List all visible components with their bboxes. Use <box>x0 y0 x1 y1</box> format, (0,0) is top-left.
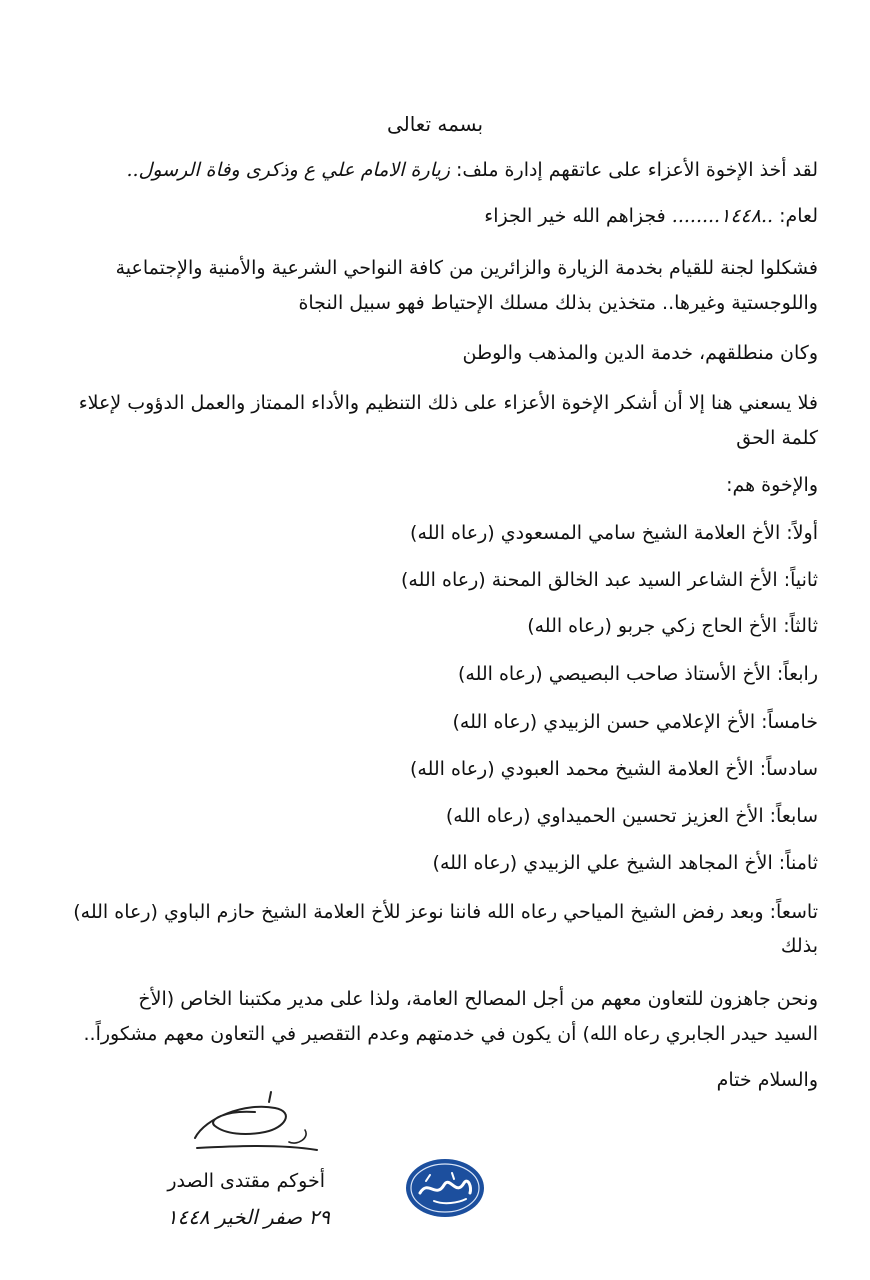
signoff-date: ٢٩ صفر الخير ١٤٤٨ <box>166 1205 330 1229</box>
closing-line-1: ونحن جاهزون للتعاون معهم من أجل المصالح العامة، ولذا على مدير مكتبنا الخاص (الأخ <box>138 988 818 1010</box>
brothers-intro: والإخوة هم: <box>726 474 818 496</box>
closing-line-2: السيد حيدر الجابري رعاه الله) أن يكون في خدمتهم وعدم التقصير في التعاون معهم مشكوراً.. <box>83 1023 818 1045</box>
year-handwritten: ..١٤٤٨........ <box>671 205 774 227</box>
paragraph-3-line-2: كلمة الحق <box>736 427 818 449</box>
signature-icon <box>185 1090 335 1170</box>
paragraph-3-line-1: فلا يسعني هنا إلا أن أشكر الإخوة الأعزاء على ذلك التنظيم والأداء الممتاز والعمل الدؤوب لإعلاء <box>78 392 818 414</box>
year-suffix: فجزاهم الله خير الجزاء <box>484 205 666 227</box>
year-line <box>484 203 818 229</box>
brother-item: ثانياً: الأخ الشاعر السيد عبد الخالق المحنة (رعاه الله) <box>401 569 818 591</box>
brother-item: ثالثاً: الأخ الحاج زكي جربو (رعاه الله) <box>527 615 818 637</box>
seal-stamp-icon <box>404 1157 486 1219</box>
paragraph-1-line-1: فشكلوا لجنة للقيام بخدمة الزيارة والزائرين من كافة النواحي الشرعية والأمنية والإجتماعية <box>115 257 818 279</box>
paragraph-1-line-2: واللوجستية وغيرها.. متخذين بذلك مسلك الإحتياط فهو سبيل النجاة <box>298 292 818 314</box>
brother-item: ثامناً: الأخ المجاهد الشيخ علي الزبيدي (رعاه الله) <box>432 852 818 874</box>
brother-item: سادساً: الأخ العلامة الشيخ محمد العبودي (رعاه الله) <box>409 758 818 780</box>
ninth-line-2: بذلك <box>780 935 818 957</box>
year-value: ١٤٤٨ <box>720 205 761 227</box>
brother-item: رابعاً: الأخ الأستاذ صاحب البصيصي (رعاه الله) <box>457 663 818 685</box>
intro-prefix: لقد أخذ الإخوة الأعزاء على عاتقهم إدارة ملف: <box>455 159 818 181</box>
brother-item: سابعاً: الأخ العزيز تحسين الحميداوي (رعاه الله) <box>445 805 818 827</box>
brother-item: أولاً: الأخ العلامة الشيخ سامي المسعودي (رعاه الله) <box>410 522 818 544</box>
ninth-line-1: تاسعاً: وبعد رفض الشيخ المياحي رعاه الله فاننا نوعز للأخ العلامة الشيخ حازم الباوي (رعاه الله) <box>73 901 818 923</box>
signoff-name: أخوكم مقتدى الصدر <box>167 1170 325 1192</box>
letter-heading: بسمه تعالى <box>386 112 484 136</box>
paragraph-2: وكان منطلقهم، خدمة الدين والمذهب والوطن <box>462 342 818 364</box>
farewell: والسلام ختام <box>716 1069 818 1091</box>
year-prefix: لعام: <box>779 205 818 227</box>
intro-handwritten: زيارة الامام علي ع وذكرى وفاة الرسول.. <box>126 159 450 181</box>
brother-item: خامساً: الأخ الإعلامي حسن الزبيدي (رعاه الله) <box>452 711 818 733</box>
intro-line <box>126 157 818 183</box>
